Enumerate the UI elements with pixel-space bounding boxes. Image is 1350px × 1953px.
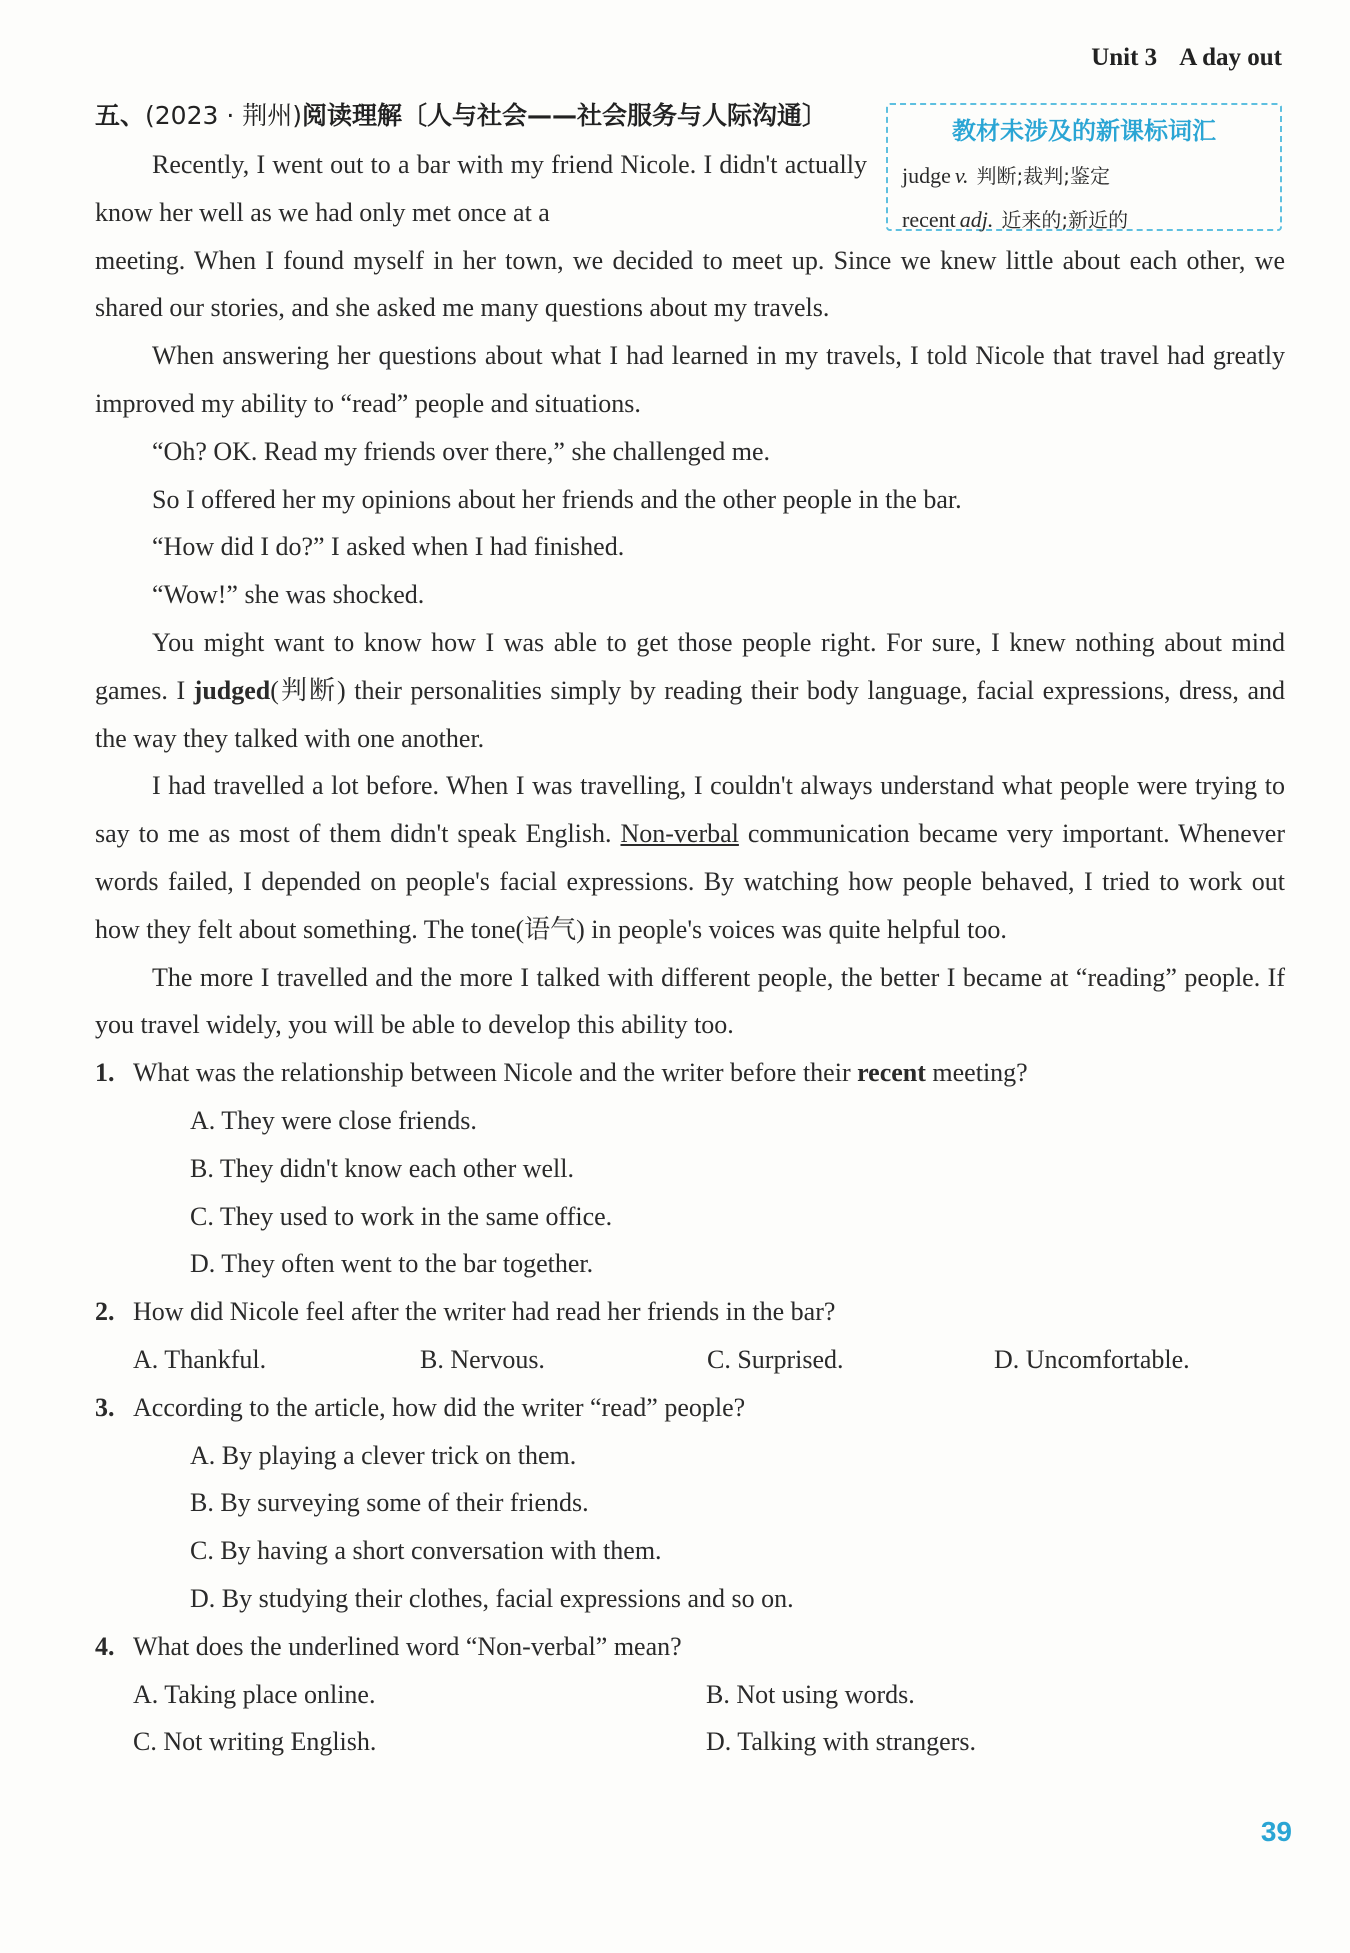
question-number: 2. [95, 1297, 115, 1327]
section-year: (2023 · 荆州) [145, 101, 302, 130]
text-run: What was the relationship between Nicole and the writer before their [133, 1058, 858, 1088]
text-run: I had travelled a lot before. When I was travelling, I couldn't always understand what people were trying to say to me as most of them didn't speak English. [95, 771, 1285, 849]
options-row [95, 1671, 1285, 1719]
vocab-meaning: 近来的;新近的 [1001, 208, 1129, 232]
text-run: You might want to know how I was able to get those people right. For sure, I knew nothing about mind games. I [95, 627, 1285, 705]
vocab-word: recent [902, 207, 956, 232]
bold-word-judged: judged [193, 675, 271, 705]
question [95, 1049, 1285, 1288]
gloss: (判断) [270, 675, 346, 705]
paragraph: “Wow!” she was shocked. [152, 580, 425, 610]
option[interactable]: C. Not writing English. [133, 1727, 377, 1757]
option[interactable]: B. Nervous. [420, 1344, 545, 1374]
unit-label: Unit 3 [1091, 44, 1158, 71]
question-stem [95, 1623, 1285, 1671]
vocab-pos: v. [954, 163, 969, 188]
vocab-word: judge [902, 163, 951, 188]
question-number: 3. [95, 1392, 115, 1422]
paragraph [95, 762, 1285, 953]
option[interactable]: D. Talking with strangers. [706, 1727, 976, 1757]
option[interactable]: A. Thankful. [133, 1344, 267, 1374]
options-row [95, 1336, 1285, 1384]
option[interactable]: B. They didn't know each other well. [190, 1153, 575, 1183]
paragraph: The more I travelled and the more I talked with different people, the better I became at “reading” people. If you travel widely, you will be able to develop this ability too. [95, 962, 1285, 1040]
paragraph: meeting. When I found myself in her town, we decided to meet up. Since we knew little about each other, we shared our stories, and she asked me many questions about my travels. [95, 245, 1285, 323]
bold-word-recent: recent [857, 1058, 926, 1088]
question-stem [95, 1049, 1285, 1097]
question [95, 1384, 1285, 1623]
section-label: 阅读理解〔人与社会——社会服务与人际沟通〕 [302, 101, 828, 130]
page-number: 39 [1260, 1816, 1292, 1847]
paragraph: “How did I do?” I asked when I had finished. [152, 532, 625, 562]
option[interactable]: A. Taking place online. [133, 1679, 376, 1709]
option[interactable]: C. Surprised. [707, 1344, 844, 1374]
text-run: their personalities simply by reading their body language, facial expressions, dress, and the way they talked with one another. [95, 675, 1285, 753]
question-stem [95, 1384, 1285, 1432]
option[interactable]: B. Not using words. [706, 1679, 915, 1709]
option[interactable]: D. Uncomfortable. [994, 1344, 1190, 1374]
section-title [95, 96, 827, 132]
options-row [95, 1718, 1285, 1766]
reading-passage [95, 141, 1285, 1766]
paragraph: Recently, I went out to a bar with my friend Nicole. I didn't actually know her well as we had only met once at a [95, 150, 867, 227]
question [95, 1288, 1285, 1384]
question-stem [95, 1288, 1285, 1336]
option[interactable]: D. By studying their clothes, facial expressions and so on. [190, 1583, 794, 1613]
option[interactable]: C. They used to work in the same office. [190, 1201, 613, 1231]
unit-title: A day out [1179, 44, 1282, 71]
section-prefix: 五、 [95, 101, 146, 130]
option[interactable]: B. By surveying some of their friends. [190, 1488, 589, 1518]
option[interactable]: A. They were close friends. [190, 1105, 477, 1135]
text-run: According to the article, how did the writer “read” people? [133, 1392, 746, 1422]
question [95, 1623, 1285, 1766]
option[interactable]: D. They often went to the bar together. [190, 1249, 594, 1279]
option[interactable]: A. By playing a clever trick on them. [190, 1440, 577, 1470]
text-run: How did Nicole feel after the writer had read her friends in the bar? [133, 1297, 836, 1327]
underlined-word: Non-verbal [620, 819, 739, 849]
question-number: 1. [95, 1058, 115, 1088]
paragraph: “Oh? OK. Read my friends over there,” she challenged me. [152, 436, 770, 466]
paragraph [95, 619, 1285, 762]
text-run: meeting? [925, 1058, 1028, 1088]
vocab-pos: adj. [959, 207, 994, 232]
vocab-meaning: 判断;裁判;鉴定 [976, 164, 1111, 188]
paragraph: When answering her questions about what I had learned in my travels, I told Nicole that travel had greatly improved my ability to “read” people and situations. [95, 341, 1285, 418]
question-number: 4. [95, 1631, 115, 1661]
option[interactable]: C. By having a short conversation with them. [190, 1536, 662, 1566]
text-run: communication became very important. Whenever words failed, I depended on people's facial expressions. By watching how people behaved, I tried to work out how they felt about something. The tone(语气) in people's voices was quite helpful too. [95, 819, 1285, 944]
vocab-title: 教材未涉及的新课标词汇 [952, 117, 1216, 145]
page-header [1091, 44, 1282, 72]
paragraph: So I offered her my opinions about her friends and the other people in the bar. [152, 484, 962, 514]
text-run: What does the underlined word “Non-verbal” mean? [133, 1631, 682, 1661]
